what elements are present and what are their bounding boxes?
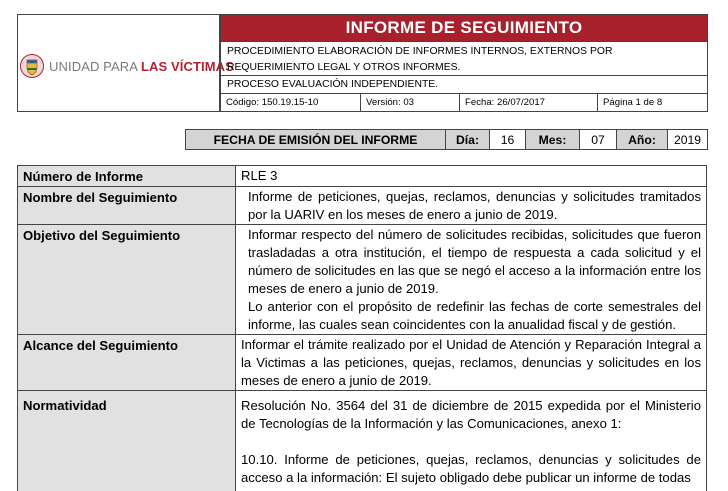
month-label: Mes: [525,130,579,149]
objective-label: Objetivo del Seguimiento [18,225,236,334]
table-row [18,186,706,224]
year-value: 2019 [667,130,707,149]
version-cell: Versión: 03 [360,94,459,111]
procedure-line-2: REQUERIMIENTO LEGAL Y OTROS INFORMES. [227,62,461,73]
procedure-line-1: PROCEDIMIENTO ELABORACIÓN DE INFORMES INTERNOS, EXTERNOS POR [227,46,613,57]
regulations-label: Normatividad [18,391,236,491]
date-cell: Fecha: 26/07/2017 [459,94,597,111]
logo-word-victimas: LAS VÍCTIMAS [140,59,234,74]
report-number-label: Número de Informe [18,166,236,186]
report-table [17,165,707,491]
table-row [18,224,706,334]
document-title: INFORME DE SEGUIMIENTO [220,14,708,42]
table-row [18,166,706,186]
procedure-cell [220,42,708,76]
scope-value: Informar el trámite realizado por el Unidad de Atención y Reparación Integral a la Victimas a las peticiones, quejas, reclamos, denuncias y solicitudes en los meses de enero a junio de 2019. [241,337,701,388]
regulations-value [236,391,706,491]
year-label: Año: [616,130,667,149]
tracking-name-label: Nombre del Seguimiento [18,187,236,224]
month-value: 07 [579,130,616,149]
objective-value [236,225,706,334]
page-cell: Página 1 de 8 [597,94,707,111]
emission-date-row [185,129,708,150]
day-value: 16 [489,130,525,149]
tracking-name-value: Informe de peticiones, quejas, reclamos, denuncias y solicitudes tramitados por la UARIV en los meses de enero a junio de 2019. [248,189,701,222]
logo-wordmark [49,59,234,74]
coat-of-arms-icon [20,53,44,79]
process-cell: PROCESO EVALUACIÓN INDEPENDIENTE. [220,76,708,94]
header-logo-cell [17,14,234,112]
scope-label: Alcance del Seguimiento [18,335,236,390]
objective-paragraph-2: Lo anterior con el propósito de redefinir las fechas de corte semestrales del informe, las cuales sean coincidentes con la anualidad fiscal y de gestión. [248,299,701,332]
metadata-row [220,94,708,112]
regulations-paragraph-1: Resolución No. 3564 del 31 de diciembre de 2015 expedida por el Ministerio de Tecnologías de la Información y las Comunicaciones, anexo 1: [241,398,701,431]
logo-word-unidad: UNIDAD PARA [49,59,141,74]
table-row [18,334,706,390]
emission-label: FECHA DE EMISIÓN DEL INFORME [186,130,445,149]
regulations-paragraph-2: 10.10. Informe de peticiones, quejas, reclamos, denuncias y solicitudes de acceso a la información: El sujeto obligado debe publicar un informe de todas [241,452,701,485]
day-label: Día: [445,130,489,149]
objective-paragraph-1: Informar respecto del número de solicitudes recibidas, solicitudes que fueron trasladadas a otra institución, el tiempo de respuesta a cada solicitud y el número de solicitudes en las que se negó el acceso a la información entre los meses de enero a junio de 2019. [248,227,701,296]
code-cell: Código: 150.19.15-10 [226,97,319,108]
report-number-value: RLE 3 [241,168,278,183]
